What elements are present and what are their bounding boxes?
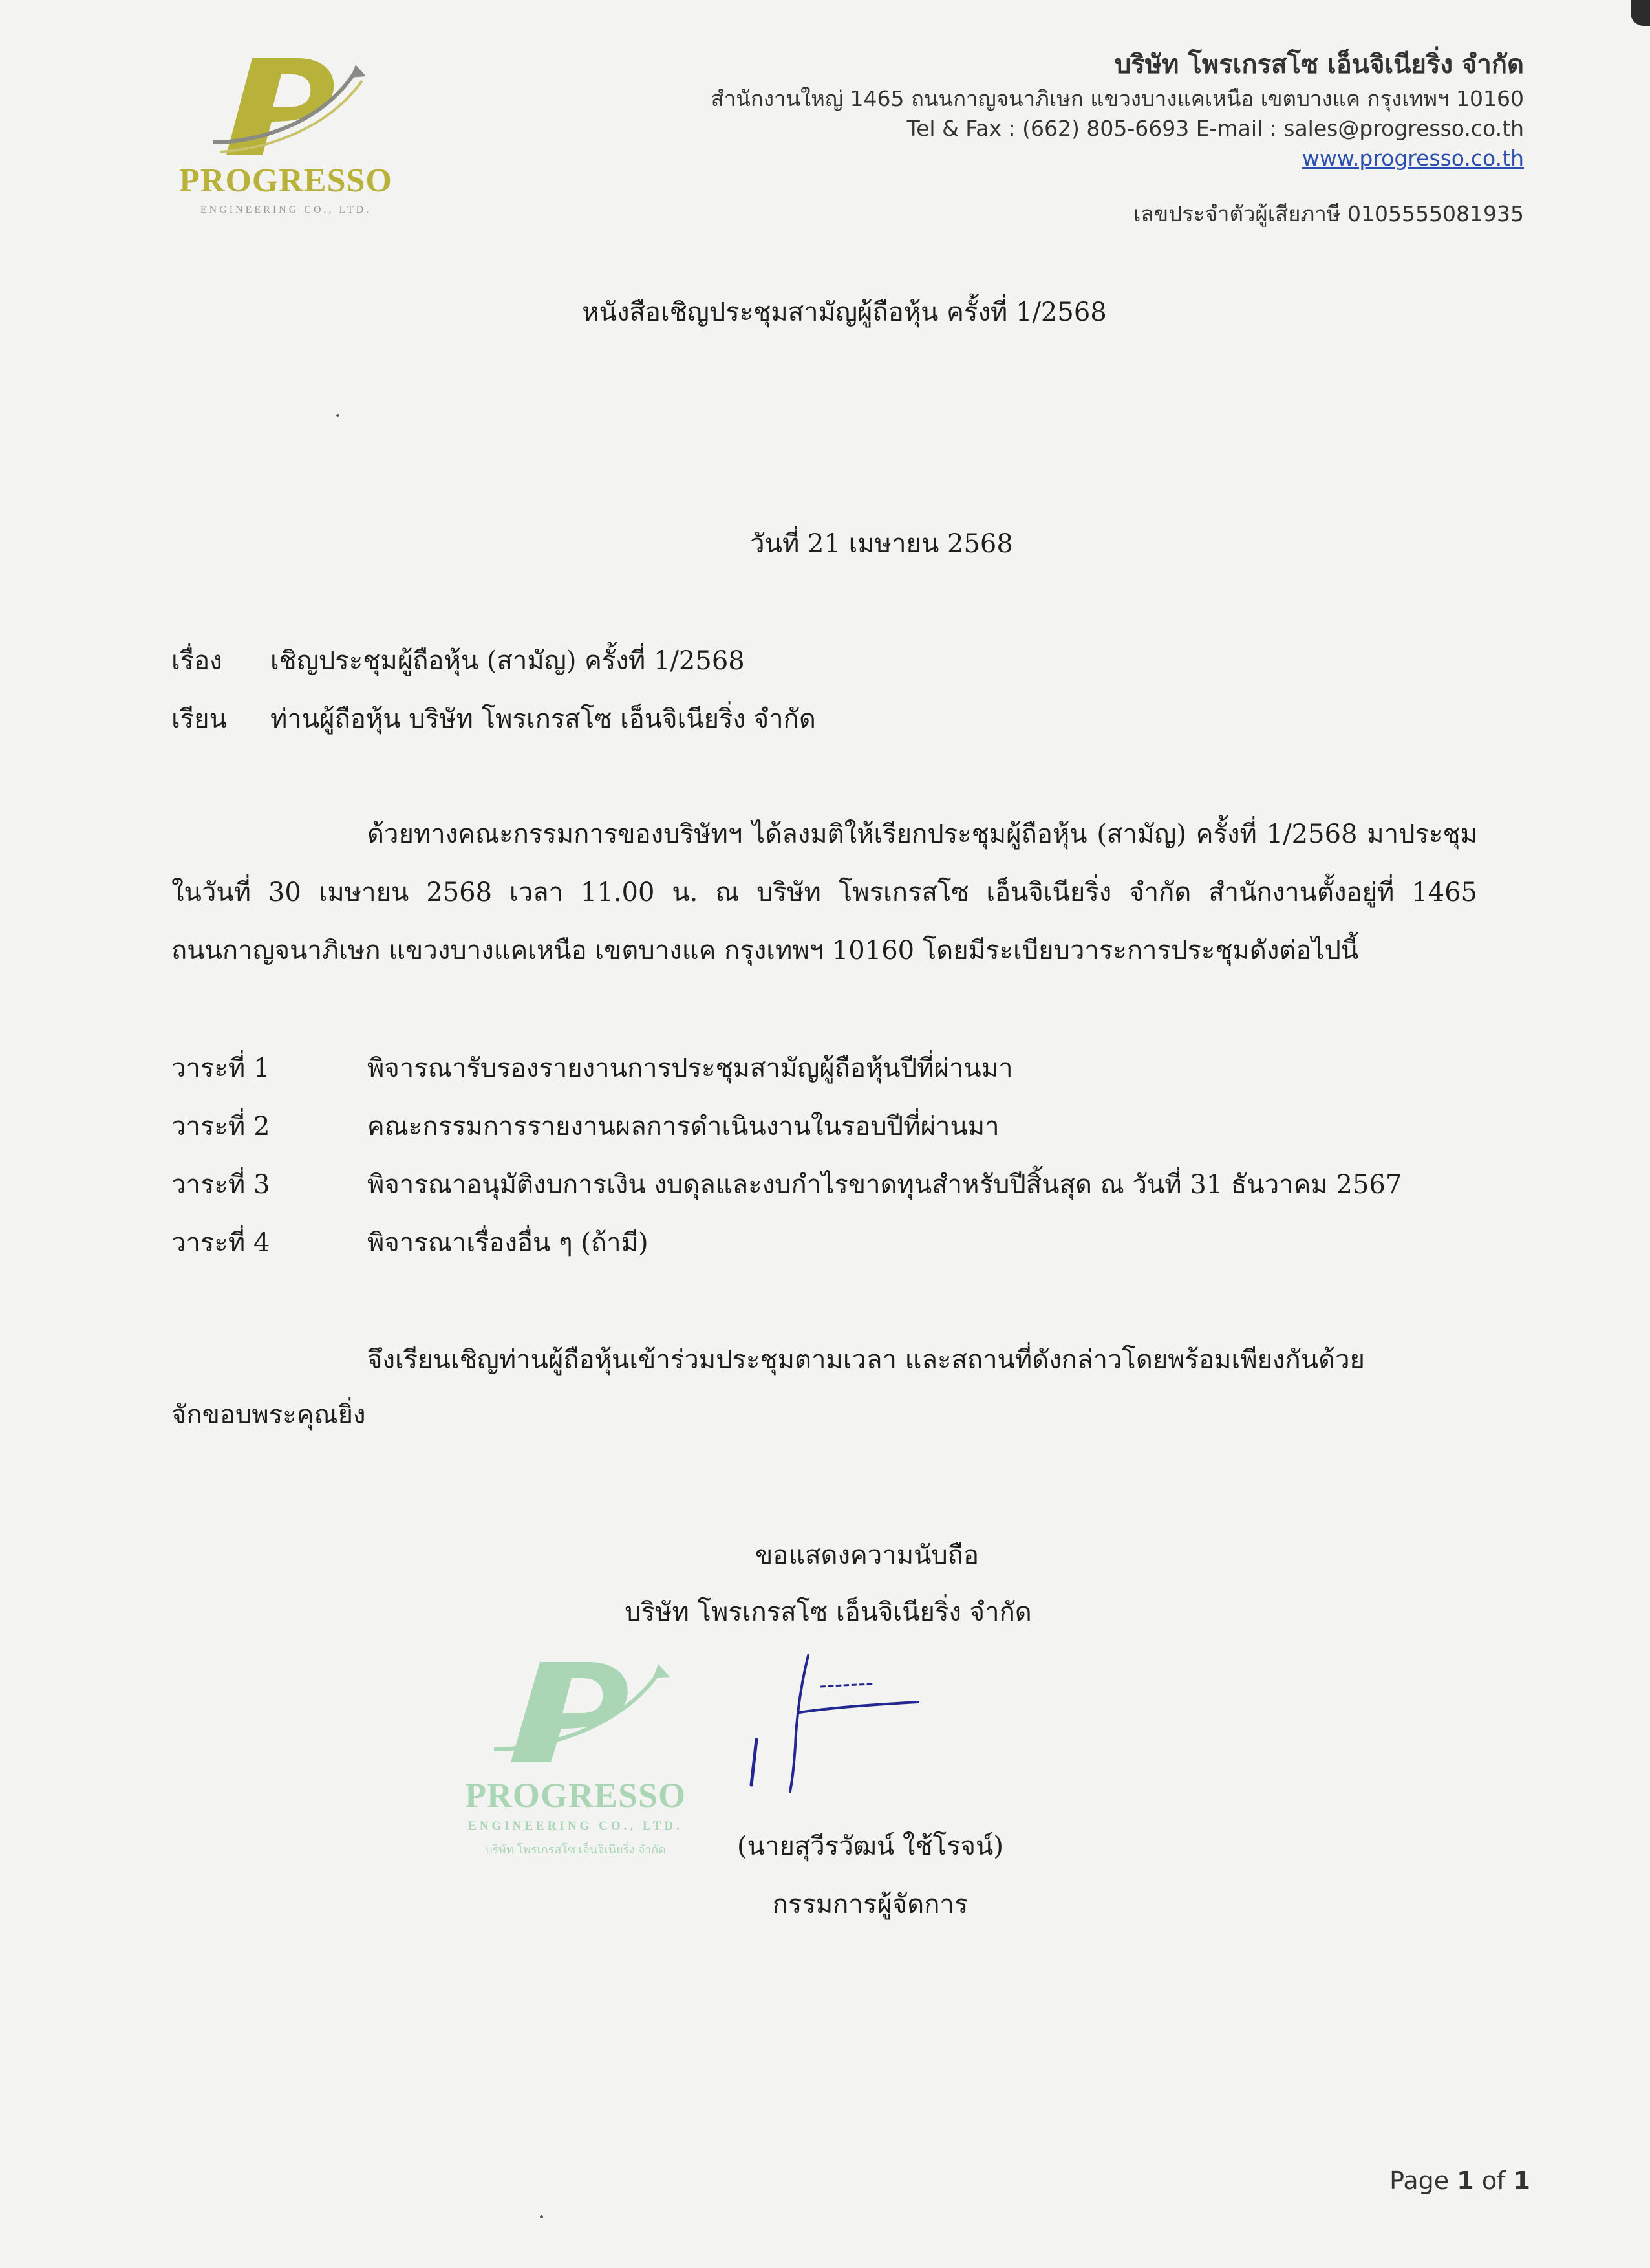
agenda-text-2: คณะกรรมการรายงานผลการดำเนินงานในรอบปีที่ผ่านมา	[367, 1112, 1000, 1141]
handwritten-signature	[737, 1636, 944, 1798]
scan-speck	[336, 414, 339, 417]
scan-edge-mark	[1631, 0, 1650, 26]
invitation-line-1: จึงเรียนเชิญท่านผู้ถือหุ้นเข้าร่วมประชุมตามเวลา และสถานที่ดังกล่าวโดยพร้อมเพียงกันด้วย	[367, 1345, 1365, 1375]
stamp-name: PROGRESSO	[464, 1776, 687, 1815]
tax-id: เลขประจำตัวผู้เสียภาษี 0105555081935	[1133, 201, 1524, 226]
stamp-thai-name: บริษัท โพรเกรสโซ เอ็นจิเนียริ่ง จำกัด	[485, 1843, 666, 1856]
document-date: วันที่ 21 เมษายน 2568	[750, 529, 1013, 559]
page-current: 1	[1457, 2166, 1474, 2195]
company-address: สำนักงานใหญ่ 1465 ถนนกาญจนาภิเษก แขวงบางแคเหนือ เขตบางแค กรุงเทพฯ 10160	[711, 86, 1524, 111]
page-number	[1389, 2166, 1530, 2195]
stamp-logo-icon	[478, 1646, 672, 1775]
logo-p-icon	[200, 45, 369, 168]
subject-label: เรื่อง	[171, 646, 222, 676]
logo-subtitle: ENGINEERING CO., LTD.	[200, 204, 372, 215]
paragraph-line-3: ถนนกาญจนาภิเษก แขวงบางแคเหนือ เขตบางแค กรุงเทพฯ 10160 โดยมีระเบียบวาระการประชุมดังต่อไปนี้	[171, 936, 1359, 966]
to-text: ท่านผู้ถือหุ้น บริษัท โพรเกรสโซ เอ็นจิเนียริ่ง จำกัด	[270, 704, 816, 734]
agenda-label-2: วาระที่ 2	[171, 1112, 270, 1141]
signer-title: กรรมการผู้จัดการ	[772, 1890, 969, 1919]
paragraph-line-2: ในวันที่ 30 เมษายน 2568 เวลา 11.00 น. ณ บริษัท โพรเกรสโซ เอ็นจิเนียริ่ง จำกัด สำนักงานตั้งอยู่ที่ 1465	[171, 878, 1477, 907]
agenda-label-1: วาระที่ 1	[171, 1053, 270, 1083]
agenda-text-4: พิจารณาเรื่องอื่น ๆ (ถ้ามี)	[367, 1228, 648, 1258]
to-label: เรียน	[171, 704, 227, 734]
page-of: of	[1481, 2166, 1506, 2195]
agenda-text-1: พิจารณารับรองรายงานการประชุมสามัญผู้ถือหุ้นปีที่ผ่านมา	[367, 1053, 1013, 1083]
invitation-line-2: จักขอบพระคุณยิ่ง	[171, 1400, 366, 1430]
subject-text: เชิญประชุมผู้ถือหุ้น (สามัญ) ครั้งที่ 1/2568	[270, 646, 745, 676]
agenda-label-4: วาระที่ 4	[171, 1228, 270, 1258]
closing-regards: ขอแสดงความนับถือ	[755, 1540, 980, 1570]
letterhead-info	[711, 45, 1524, 173]
page-label: Page	[1389, 2166, 1450, 2195]
company-contact: Tel & Fax : (662) 805-6693 E-mail : sales@progresso.co.th	[906, 116, 1524, 141]
page-total: 1	[1513, 2166, 1530, 2195]
agenda-text-3: พิจารณาอนุมัติงบการเงิน งบดุลและงบกำไรขาดทุนสำหรับปีสิ้นสุด ณ วันที่ 31 ธันวาคม 2567	[367, 1170, 1402, 1200]
stamp-subtitle: ENGINEERING CO., LTD.	[468, 1819, 683, 1833]
logo-name: PROGRESSO	[179, 162, 392, 199]
agenda-label-3: วาระที่ 3	[171, 1170, 270, 1200]
document-title: หนังสือเชิญประชุมสามัญผู้ถือหุ้น ครั้งที่ 1/2568	[582, 297, 1107, 327]
scan-speck	[540, 2215, 543, 2218]
paragraph-line-1: ด้วยทางคณะกรรมการของบริษัทฯ ได้ลงมติให้เรียกประชุมผู้ถือหุ้น (สามัญ) ครั้งที่ 1/2568 มาประชุม	[367, 819, 1478, 849]
company-website-link[interactable]: www.progresso.co.th	[1302, 146, 1524, 171]
closing-company: บริษัท โพรเกรสโซ เอ็นจิเนียริ่ง จำกัด	[625, 1597, 1032, 1627]
company-logo	[169, 40, 402, 215]
company-name: บริษัท โพรเกรสโซ เอ็นจิเนียริ่ง จำกัด	[1114, 50, 1524, 80]
signer-name: (นายสุวีรวัฒน์ ใช้โรจน์)	[737, 1831, 1003, 1861]
